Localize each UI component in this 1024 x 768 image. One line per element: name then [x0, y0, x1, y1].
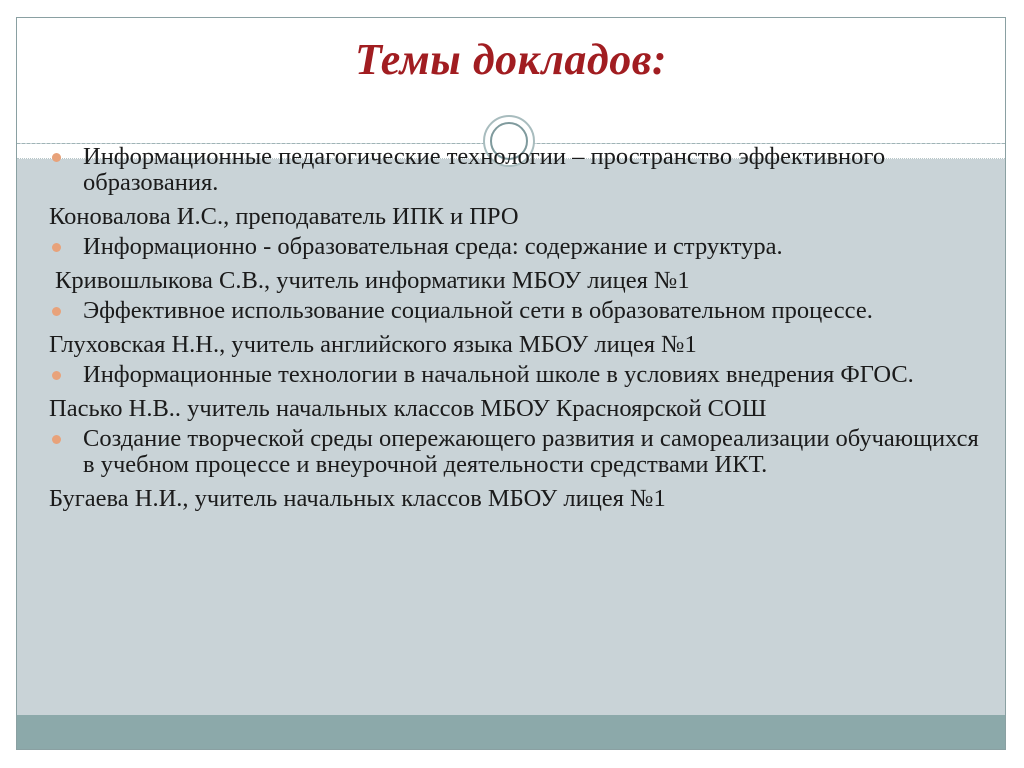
- slide-frame: [16, 17, 1006, 750]
- author-text: Пасько Н.В.. учитель начальных классов МБОУ Красноярской СОШ: [49, 395, 767, 422]
- bullet-icon: [52, 371, 61, 380]
- topic-item: [49, 144, 979, 196]
- slide-title: Темы докладов:: [354, 35, 668, 84]
- topic-text: Информационно - образовательная среда: содержание и структура.: [83, 233, 783, 260]
- author-text: Глуховская Н.Н., учитель английского языка МБОУ лицея №1: [49, 331, 697, 358]
- topic-item: [49, 234, 979, 260]
- author-text: Кривошлыкова С.В., учитель информатики МБОУ лицея №1: [55, 267, 690, 294]
- topic-text: Информационные педагогические технологии – пространство эффективного образования.: [83, 143, 886, 196]
- topic-item: [49, 426, 979, 478]
- topics-list: [49, 140, 979, 516]
- bottom-band: [17, 715, 1005, 749]
- bullet-icon: [52, 153, 61, 162]
- topic-item: [49, 298, 979, 324]
- topic-text: Информационные технологии в начальной школе в условиях внедрения ФГОС.: [83, 361, 914, 388]
- bullet-icon: [52, 243, 61, 252]
- topic-text: Создание творческой среды опережающего развития и самореализации обучающихся в учебном процессе и внеурочной деятельности средствами ИКТ.: [83, 425, 979, 478]
- author-text: Коновалова И.С., преподаватель ИПК и ПРО: [49, 203, 519, 230]
- author-text: Бугаева Н.И., учитель начальных классов МБОУ лицея №1: [49, 485, 666, 512]
- bullet-icon: [52, 435, 61, 444]
- topic-item: [49, 362, 979, 388]
- bullet-icon: [52, 307, 61, 316]
- topic-text: Эффективное использование социальной сети в образовательном процессе.: [83, 297, 873, 324]
